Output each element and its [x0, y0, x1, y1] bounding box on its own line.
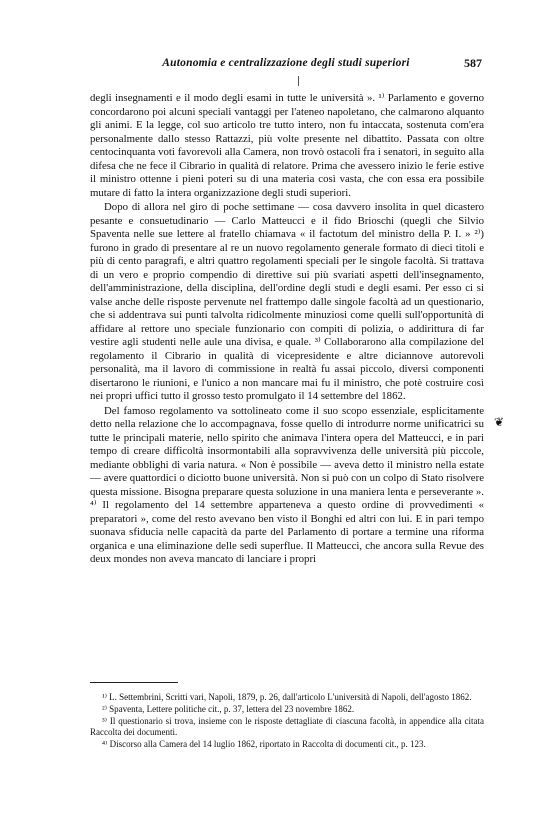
footnotes — [90, 692, 484, 751]
footnote-1: ¹⁾ L. Settembrini, Scritti vari, Napoli, 1879, p. 26, dall'articolo L'università di Napoli, dell'agosto 1862. — [102, 692, 472, 702]
footnote-divider — [90, 682, 178, 683]
footnote-3: ³⁾ Il questionario si trova, insieme con le risposte dettagliate di ciascuna facoltà, in appendice alla citata Raccolta dei documenti. — [90, 716, 484, 737]
running-title: Autonomia e centralizzazione degli studi superiori — [162, 57, 410, 69]
body-text — [90, 92, 484, 567]
paragraph-3: Del famoso regolamento va sottolineato come il suo scopo essenziale, esplicitamente detto nella relazione che lo accompagnava, fosse quello di introdurre norme unificatrici su tutte le principali materie, nello spirito che animava l'intera opera del Matteucci, e in pari tempo di creare difficoltà insormontabili alla sopravvivenza delle università più piccole, mediante obblighi di varia natura. « Non è possibile — aveva detto il ministro nella estate — avere quattordici o diciotto buone università. Non si può con un colpo di Stato risolvere questa missione. Bisogna preparare questa soluzione in una maniera lenta e perseverante ». ⁴⁾ Il regolamento del 14 settembre apparteneva a questo ordine di provvedimenti « preparatori », come del resto avevano ben visto il Bonghi ed altri con lui. E in pari tempo suonava sfiducia nelle capacità da parte del Parlamento di portare a termine una riforma organica e una eliminazione delle sedi superflue. Il Matteucci, che ancora sulla Revue des deux mondes non aveva mancato di lanciare i propri — [90, 404, 484, 565]
page-number: 587 — [464, 56, 482, 70]
margin-mark-icon: ❦ — [494, 415, 505, 429]
footnote-4: ⁴⁾ Discorso alla Camera del 14 luglio 1862, riportato in Raccolta di documenti cit., p. 123. — [102, 739, 426, 749]
footnote-2: ²⁾ Spaventa, Lettere politiche cit., p. 37, lettera del 23 novembre 1862. — [102, 704, 355, 714]
header-tick-mark — [298, 76, 299, 86]
paragraph-1: degli insegnamenti e il modo degli esami in tutte le università ». ¹⁾ Parlamento e governo concordarono poi alcuni speciali vantaggi per l'ateneo napoletano, che calmarono alquanto gli animi. E la legge, col suo articolo tre tutto intero, non fu intaccata, sostenuta com'era personalmente dallo stesso Rattazzi, più volte presente nel dibattito. Passata con oltre centocinquanta voti favorevoli alla Camera, non trovò ostacoli fra i senatori, in seguito alla difesa che ne fece il Cibrario in qualità di relatore. Prima che avessero inizio le ferie estive il ministro ottenne i pieni poteri su di una materia così vasta, che con essa era possibile mutare di fatto la intera organizzazione degli studi superiori. — [90, 92, 484, 199]
paragraph-2: Dopo di allora nel giro di poche settimane — cosa davvero insolita in quel dicastero pesante e consuetudinario — Carlo Matteucci e il fido Brioschi (quegli che Silvio Spaventa nelle sue lettere al fratello chiamava « il factotum del ministro della P. I. » ²⁾) furono in grado di presentare al re un nuovo regolamento generale formato di dieci titoli e più di cento paragrafi, e altri quattro regolamenti speciali per le singole facoltà. Si trattava di un vero e proprio compendio di direttive sui più svariati aspetti dell'insegnamento, dell'amministrazione, della disciplina, dell'ordine degli studi e degli esami. Per esso ci si valse anche delle risposte pervenute nel frattempo dalle singole facoltà ad un questionario, che si addentrava sui punti talvolta ridicolmente minuziosi come quelli sull'opportunità di affidare al rettore uno speciale funzionario con compiti di polizia, o addirittura di far vestire agli studenti nelle aule una divisa, e quale. ³⁾ Collaborarono alla compilazione del regolamento il Cibrario in qualità di vicepresidente e altre diciannove autorevoli personalità, ma il lavoro di commissione in realtà fu assai piccolo, diversi componenti disertarono le riunioni, e l'unico a non mancare mai fu il ministro, che potè costruire così nei propri uffici tutto il grosso testo promulgato il 14 settembre del 1862. — [90, 201, 484, 402]
